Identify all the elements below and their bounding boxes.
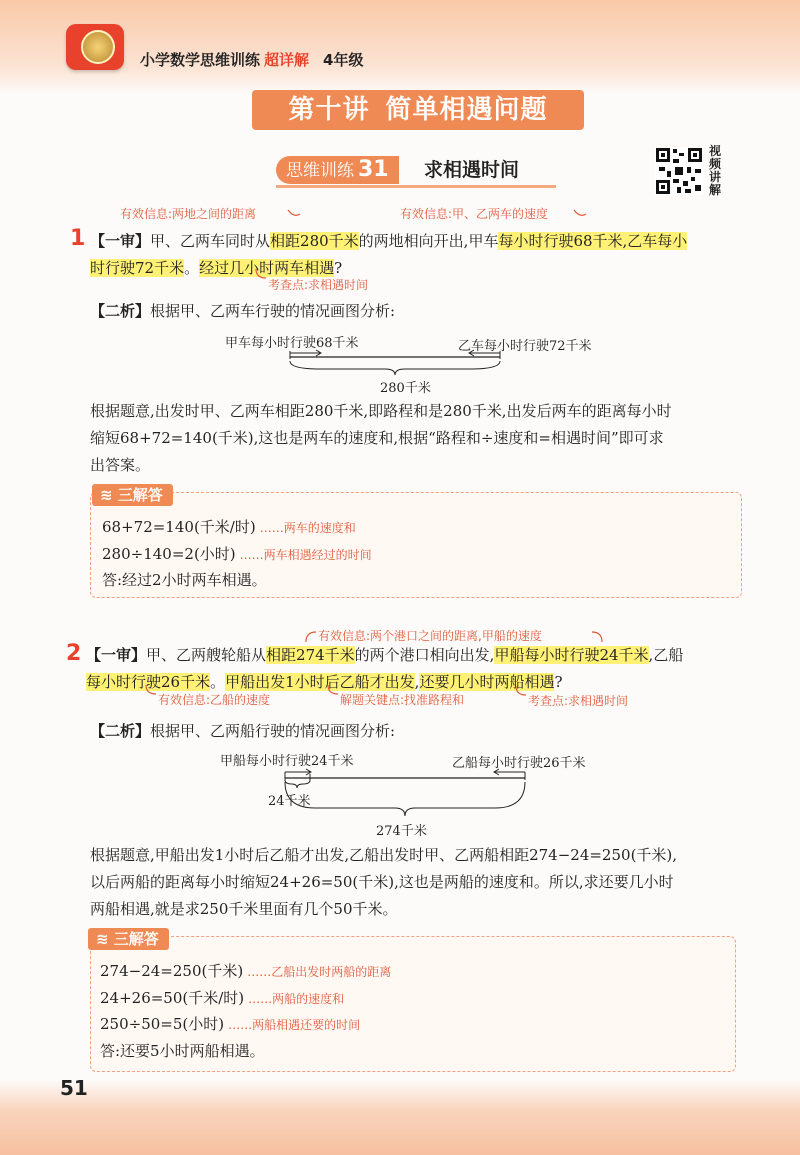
q1-solution-formula: 68+72=140(千米/时) <box>102 518 256 536</box>
q1-step3-tag: ≋ 三解答 <box>92 484 173 506</box>
q1-note-arrow-2 <box>572 208 588 220</box>
q1-analysis <box>90 398 770 479</box>
book-title-highlight: 超详解 <box>264 51 310 69</box>
q1-solution-note: ……两车的速度和 <box>259 521 356 535</box>
q2-solution-note: ……两船的速度和 <box>248 992 345 1006</box>
q2-arrow-a <box>142 684 158 698</box>
q1-note-exam: 考查点:求相遇时间 <box>268 278 369 292</box>
q1-diagram-left-label: 甲车每小时行驶68千米 <box>225 336 359 351</box>
q2-solution-note: ……两船相遇还要的时间 <box>228 1018 361 1032</box>
q2-solution-line <box>100 960 391 981</box>
lecture-name: 简单相遇问题 <box>385 95 548 125</box>
q2-solution-formula: 250÷50=5(小时) <box>100 1015 225 1033</box>
q1-text-d: ? <box>334 259 343 277</box>
q1-analysis-line: 出答案。 <box>90 456 151 474</box>
book-title-text: 小学数学思维训练 <box>140 51 261 69</box>
q1-text-c: 。 <box>184 259 200 277</box>
q2-problem <box>86 642 766 696</box>
q1-analysis-line: 根据题意,出发时甲、乙两车相距280千米,即路程和是280千米,出发后两车的距离每小时 <box>90 402 672 420</box>
q1-problem <box>90 228 760 282</box>
q2-solution-line <box>100 1013 360 1034</box>
q2-arrow-c <box>512 685 528 699</box>
q1-number: 1 <box>70 226 86 251</box>
q2-note-info: 有效信息:两个港口之间的距离,甲船的速度 <box>318 629 542 643</box>
lecture-number: 第十讲 <box>288 95 370 125</box>
q1-hl-question: 经过几小时两车相遇 <box>199 259 335 277</box>
q2-step3-tag: ≋ 三解答 <box>88 928 169 950</box>
q1-solution-line <box>102 516 356 537</box>
q2-arrow-b <box>324 684 340 698</box>
book-grade: 4年级 <box>323 51 364 69</box>
q1-exam-arrow <box>252 268 268 282</box>
q2-answer-line: 答:还要5小时两船相遇。 <box>100 1042 265 1060</box>
q2-solution-formula: 274−24=250(千米) <box>100 962 244 980</box>
lecture-title <box>252 90 584 130</box>
q2-number: 2 <box>66 641 82 666</box>
q2-analysis <box>90 842 780 923</box>
q1-step2 <box>90 298 395 325</box>
q2-step1-label: 【一审】 <box>86 646 147 664</box>
q2-diagram-left-label: 甲船每小时行驶24千米 <box>220 754 354 769</box>
page-number: 51 <box>60 1076 88 1100</box>
q1-solution-formula: 280÷140=2(小时) <box>102 545 236 563</box>
q2-text-c: ,乙船 <box>648 646 684 664</box>
q2-solution-line <box>100 987 344 1008</box>
q1-solution-note: ……两车相遇经过的时间 <box>239 548 372 562</box>
q2-hl-delay: 甲船出发1小时后乙船才出发 <box>225 673 415 691</box>
q1-diagram <box>280 345 540 379</box>
q1-diagram-total: 280千米 <box>380 381 431 396</box>
q2-hl-speed-b: 每小时行驶26千米 <box>86 673 211 691</box>
q2-solution-note: ……乙船出发时两船的距离 <box>247 965 392 979</box>
q1-step1-label: 【一审】 <box>90 232 151 250</box>
q2-note-exam: 考查点:求相遇时间 <box>528 694 629 708</box>
q2-text-e: , <box>414 673 420 691</box>
qr-label: 视频讲解 <box>709 144 722 197</box>
training-underline <box>276 185 556 188</box>
q1-diagram-right-label: 乙车每小时行驶72千米 <box>458 339 592 354</box>
q1-step2-label: 【二析】 <box>90 302 151 320</box>
q1-solution-line <box>102 543 372 564</box>
q1-step3-label: 三解答 <box>117 486 163 504</box>
q2-hl-distance: 相距274千米 <box>266 646 355 664</box>
training-number: 31 <box>358 157 389 182</box>
training-tag <box>276 156 399 184</box>
q2-hl-question: 还要几小时两船相遇 <box>419 673 555 691</box>
training-title: 求相遇时间 <box>424 159 520 181</box>
q2-diagram-right-label: 乙船每小时行驶26千米 <box>452 756 586 771</box>
q2-hl-speed-a: 甲船每小时行驶24千米 <box>494 646 649 664</box>
q1-brace <box>290 361 500 375</box>
book-logo <box>66 24 124 70</box>
q2-note-key: 解题关键点:找准路程和 <box>340 693 465 707</box>
bottom-decor-band <box>0 1080 800 1155</box>
q2-analysis-line: 两船相遇,就是求250千米里面有几个50千米。 <box>90 900 398 918</box>
q1-step2-text: 根据甲、乙两车行驶的情况画图分析: <box>150 302 396 320</box>
q1-note-distance: 有效信息:两地之间的距离 <box>120 207 257 221</box>
training-label: 思维训练 <box>286 161 354 181</box>
q2-diagram-total: 274千米 <box>376 824 427 839</box>
q2-small-brace <box>285 780 310 788</box>
q1-text-a: 甲、乙两车同时从 <box>150 232 271 250</box>
q2-text-b: 的两个港口相向出发, <box>354 646 495 664</box>
q2-step2 <box>90 718 395 745</box>
q2-analysis-line: 以后两船的距离每小时缩短24+26=50(千米),这也是两船的速度和。所以,求还要几小时 <box>90 873 674 891</box>
q2-text-d: 。 <box>210 673 226 691</box>
q2-note-speed: 有效信息:乙船的速度 <box>158 693 271 707</box>
q1-hl-speed-a: 每小时行驶68千米,乙车每小 <box>498 232 688 250</box>
q1-hl-speed-b: 时行驶72千米 <box>90 259 185 277</box>
q1-hl-distance: 相距280千米 <box>270 232 359 250</box>
book-title <box>140 49 363 70</box>
q1-analysis-line: 缩短68+72=140(千米),这也是两车的速度和,根据“路程和÷速度和=相遇时间”即可求 <box>90 429 664 447</box>
q1-note-speed: 有效信息:甲、乙两车的速度 <box>400 207 549 221</box>
q1-text-b: 的两地相向开出,甲车 <box>358 232 499 250</box>
qr-code-icon[interactable] <box>655 147 703 195</box>
q2-step2-text: 根据甲、乙两船行驶的情况画图分析: <box>150 722 396 740</box>
q2-step3-label: 三解答 <box>113 930 159 948</box>
q2-text-a: 甲、乙两艘轮船从 <box>146 646 267 664</box>
q1-answer-line: 答:经过2小时两车相遇。 <box>102 571 267 589</box>
q2-diagram-first: 24千米 <box>268 794 311 809</box>
q1-note-arrow <box>286 208 302 220</box>
q2-analysis-line: 根据题意,甲船出发1小时后乙船才出发,乙船出发时甲、乙两船相距274−24=250(千米), <box>90 846 678 864</box>
q2-text-f: ? <box>554 673 563 691</box>
q2-brace <box>285 782 525 816</box>
q2-solution-formula: 24+26=50(千米/时) <box>100 989 245 1007</box>
q2-step2-label: 【二析】 <box>90 722 151 740</box>
